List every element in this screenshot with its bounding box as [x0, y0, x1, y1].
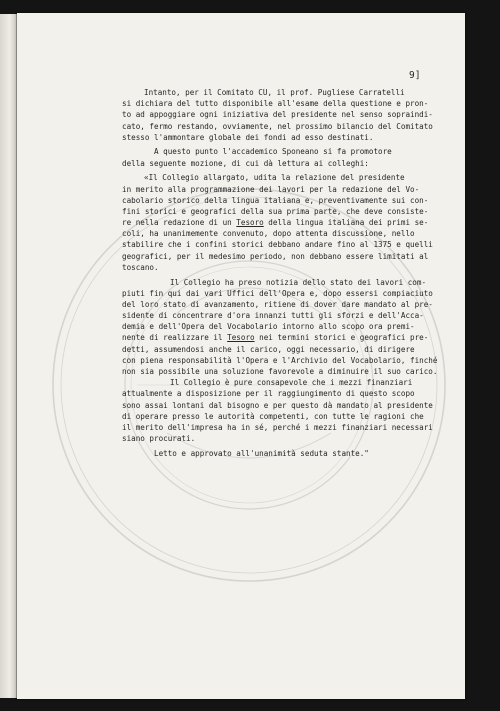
- text-line: detti, assumendosi anche il carico, oggi necessario, di dirigere: [122, 344, 415, 354]
- text-line: attualmente a disposizione per il raggiungimento di questo scopo: [122, 389, 415, 399]
- document-page: [17, 13, 465, 699]
- text-line: toscano.: [122, 262, 159, 272]
- closing-line: Letto e approvato all'unanimità seduta stante.": [154, 448, 369, 458]
- text-line: stesso l'ammontare globale dei fondi ad esso destinati.: [122, 132, 374, 142]
- text-line: re nella redazione di un Tesoro della lingua italiana dei primi se-: [122, 218, 429, 228]
- text-line: piuti fin qui dai vari Uffici dell'Opera e, dopo essersi compiaciuto: [122, 288, 433, 298]
- previous-page-edge: [0, 14, 17, 698]
- text-line: sidente di concentrare d'ora innanzi tutti gli sforzi e dell'Acca-: [122, 311, 424, 321]
- text-line: coli, ha unanimemente convenuto, dopo attenta discussione, nello: [122, 229, 415, 239]
- text-line: cabolario storico della lingua italiana e, preventivamente sui con-: [122, 195, 429, 205]
- text-line: con piena responsabilità l'Opera e l'Archivio del Vocabolario, finché: [122, 355, 438, 365]
- text-line: Il Collegio ha preso notizia dello stato dei lavori com-: [170, 277, 427, 287]
- text-line: del loro stato di avanzamento, ritiene di dover dare mandato al pre-: [122, 299, 433, 309]
- text-line: si dichiara del tutto disponibile all'esame della questione e pron-: [122, 99, 429, 109]
- underlined-word: Tesoro: [227, 333, 255, 343]
- text-line: demia e dell'Opera del Vocabolario intorno allo scopo ora premi-: [122, 322, 415, 332]
- text-line: Intanto, per il Comitato CU, il prof. Pugliese Carratelli: [144, 88, 405, 97]
- text-line: non sia possibile una soluzione favorevole a diminuire il suo carico.: [122, 367, 438, 376]
- text-line: il merito dell'impresa ha in sé, perché i mezzi finanziari necessari: [122, 422, 433, 432]
- text-line: «Il Collegio allargato, udita la relazione del presidente: [144, 173, 405, 183]
- underlined-word: Tesoro: [236, 218, 264, 228]
- text-line: fini storici e geografici della sua prima parte, che deve consiste-: [122, 206, 429, 216]
- text-line: siano procurati.: [122, 434, 196, 444]
- text-line: nente di realizzare il Tesoro nei termini storici e geografici pre-: [122, 333, 429, 343]
- text-line: sono assai lontani dal bisogno e per questo dà mandato al presidente: [122, 400, 433, 410]
- text-line: in merito alla programmazione dei lavori per la redazione del Vo-: [122, 184, 420, 194]
- text-line: cato, fermo restando, ovviamente, nel prossimo bilancio del Comitato: [122, 121, 433, 131]
- text-line: di operare presso le autorità competenti, con tutte le ragioni che: [122, 411, 424, 421]
- text-line: geografici, per il medesimo periodo, non debbano essere limitati al: [122, 251, 429, 261]
- text-line: to ad appoggiare ogni iniziativa del presidente nel senso sopraindi-: [122, 110, 433, 120]
- document-body: [122, 87, 438, 459]
- page-number: 9]: [409, 70, 421, 81]
- text-line: stabilire che i confini storici debbano andare fino al 1375 e quelli: [122, 240, 433, 250]
- text-line: A questo punto l'accademico Sponeano si fa promotore: [154, 147, 392, 157]
- text-line: Il Collegio è pure consapevole che i mezzi finanziari: [170, 378, 413, 388]
- text-line: della seguente mozione, di cui dà lettura ai colleghi:: [122, 158, 369, 168]
